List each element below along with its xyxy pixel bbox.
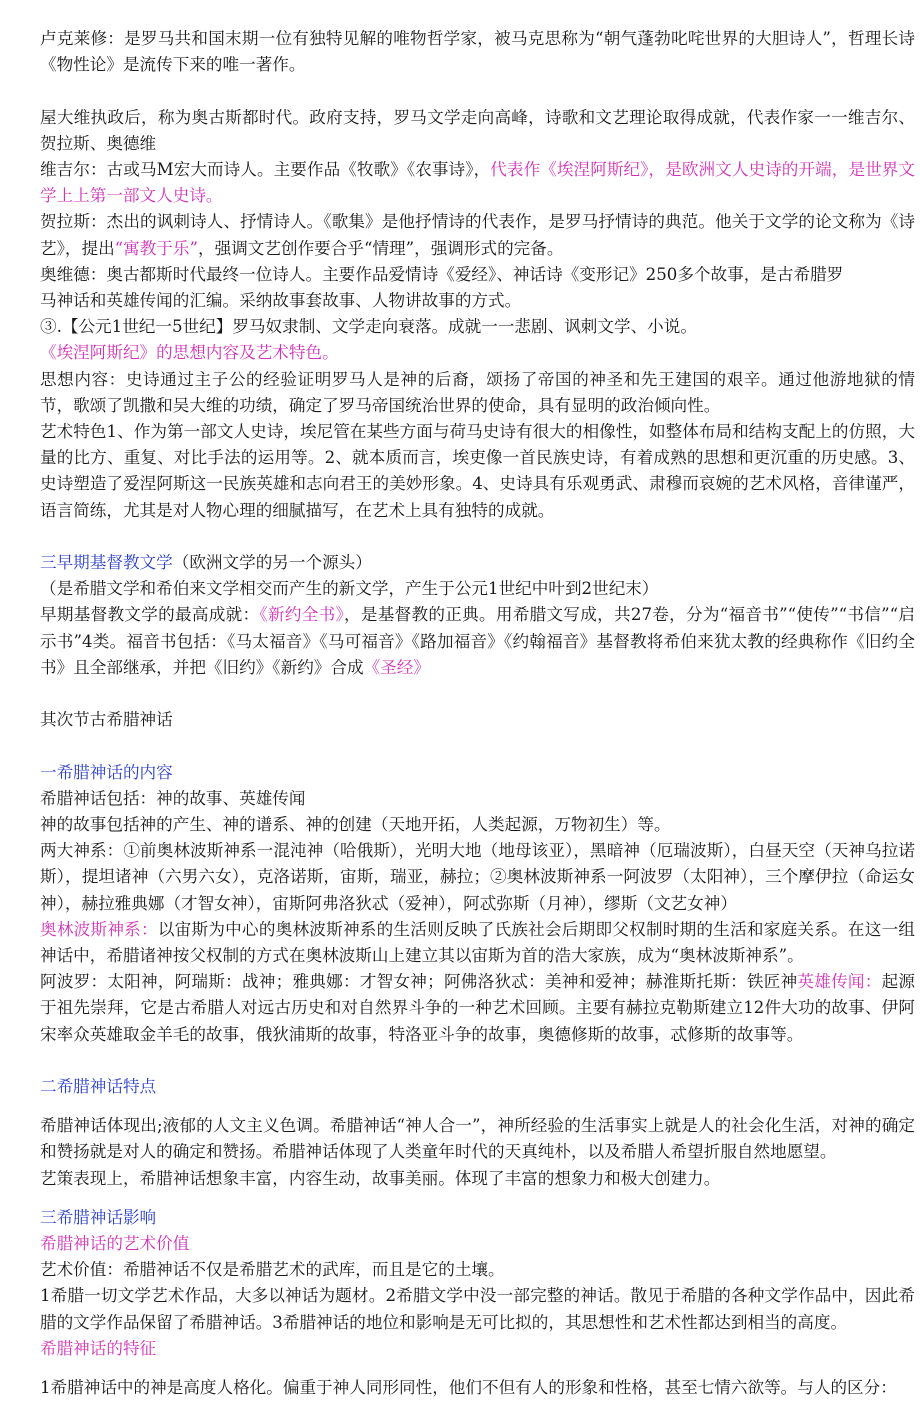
christian-text-c: ，是基督教的正典。用希腊文写成，共27卷，分为“福音书”“使传”“书信”“启示书”4类。福音书包括：《马太福音》《马可福音》《路加福音》《约翰福音》基督教将希伯来犹太教的经典称作《旧约全书》且全部继承，并把《旧约》《新约》合成 [40, 605, 916, 677]
heading-myth-content: 一希腊神话的内容 [40, 762, 173, 782]
horace-highlight: “寓教于乐” [114, 238, 199, 258]
subheading-art-value: 希腊神话的艺术价值 [40, 1234, 190, 1254]
heading-myth-features: 二希腊神话特点 [40, 1077, 157, 1097]
paragraph-lucretius: 卢克莱修：是罗马共和国末期一位有独特见解的唯物哲学家，被马克思称为“朝气蓬勃叱咤世界的大胆诗人”，哲理长诗《物性论》是流传下来的唯一著作。 [40, 29, 915, 75]
heading-aeneid: 《埃涅阿斯纪》的思想内容及艺术特色。 [40, 343, 339, 363]
christian-heading-main: 三早期基督教文学 [40, 553, 173, 573]
paragraph-influence-l2: 1希腊一切文学艺术作品，大多以神话为题材。2希腊文学中没一部完整的神话。散见于希腊的各种文学作品中，因此希腊的文学作品保留了希腊神话。3希腊神话的地位和影响是无可比拟的，其思想性和艺术性都达到相当的高度。 [40, 1286, 915, 1332]
olympian-highlight: 奥林波斯神系： [40, 919, 158, 939]
paragraph-features-l1: 希腊神话体现出;液郁的人文主义色调。希腊神话“神人合一”，神所经验的生活事实上就是人的社会化生活，对神的确定和赞扬就是对人的确定和赞扬。希腊神话体现了人类童年时代的天真纯朴，以及希腊人希望折服自然地愿望。 [40, 1116, 915, 1162]
paragraph-augustan-intro: 屋大维执政后，称为奥古斯都时代。政府支持，罗马文学走向高峰，诗歌和文艺理论取得成就，代表作家一一维吉尔、贺拉斯、奥德维 [40, 107, 915, 153]
virgil-text: 维吉尔：古或马M宏大而诗人。主要作品《牧歌》《农事诗》， [40, 160, 491, 179]
paragraph-features-l2: 艺策表现上，希腊神话想象丰富，内容生动，故事美丽。体现了丰富的想象力和极大创建力。 [40, 1168, 721, 1188]
heading-myth-influence: 三希腊神话影响 [40, 1207, 157, 1227]
paragraph-apollo-heroes [40, 969, 915, 1048]
section-title-greek-myth: 其次节古希腊神话 [40, 710, 173, 730]
new-testament-highlight: 《新约全书》 [259, 605, 345, 625]
paragraph-ovid-1: 奥维德：奥古都斯时代最终一位诗人。主要作品爱情诗《爱经》、神话诗《变形记》250多个故事，是古希腊罗 [40, 264, 844, 284]
paragraph-christian-body [40, 602, 915, 681]
paragraph-period3: ③.【公元1世纪一5世纪】罗马奴隶制、文学走向衰落。成就一一悲剧、讽刺文学、小说。 [40, 317, 697, 337]
paragraph-christian-note: （是希腊文学和希伯来文学相交而产生的新文学，产生于公元1世纪中叶到2世纪末） [40, 579, 659, 599]
paragraph-aeneid-thought: 思想内容：史诗通过主子公的经验证明罗马人是神的后裔，颂扬了帝国的神圣和先王建国的艰辛。通过他游地狱的情节，歌颂了凯撒和吴大维的功绩，确定了罗马帝国统治世界的使命，具有显明的政治倾向性。 [40, 369, 915, 415]
bible-highlight: 《圣经》 [363, 657, 430, 677]
subheading-features: 希腊神话的特征 [40, 1338, 157, 1358]
paragraph-influence-l1: 艺术价值：希腊神话不仅是希腊艺术的武库，而且是它的土壤。 [40, 1260, 505, 1280]
paragraph-ovid-2: 马神话和英雄传闻的汇编。采纳故事套故事、人物讲故事的方式。 [40, 291, 522, 311]
heroes-highlight: 英雄传闻： [797, 972, 882, 992]
paragraph-olympian [40, 917, 915, 969]
olympian-text: 以宙斯为中心的奥林波斯神系的生活则反映了氏族社会后期即父权制时期的生活和家庭关系。在这一组神话中，希腊诸神按父权制的方式在奥林波斯山上建立其以宙斯为首的浩大家族，成为“奥林波斯神系”。 [40, 919, 916, 966]
paragraph-myth-l3: 两大神系：①前奥林波斯神系一混沌神（哈俄斯），光明大地（地母该亚），黑暗神（厄瑞波斯），白昼天空（天神乌拉诺斯），提坦诸神（六男六女），克洛诺斯，宙斯，瑞亚，赫拉；②奥林波斯神系一阿波罗（太阳神），三个摩伊拉（命运女神），赫拉雅典娜（才智女神），宙斯阿弗洛狄忒（爱神），阿忒弥斯（月神），缪斯（文艺女神） [40, 841, 915, 913]
christian-heading-note: （欧洲文学的另一个源头） [172, 553, 372, 573]
horace-text-c: ，强调文艺创作要合乎“情理”，强调形式的完备。 [198, 238, 564, 258]
document-body [40, 0, 915, 1401]
virgil-highlight: 代表作《埃涅阿斯纪》，是欧洲文人史诗的开端，是世界文学上上第一部文人史诗。 [40, 160, 916, 206]
heroes-text: 起源于祖先崇拜，它是古希腊人对远古历史和对自然界斗争的一种艺术回顾。主要有赫拉克勒斯建立12件大功的故事、伊阿宋率众英雄取金羊毛的故事，俄狄浦斯的故事，特洛亚斗争的故事，奥德修斯的故事，忒修斯的故事等。 [40, 972, 916, 1044]
gods-list-text: 阿波罗：太阳神，阿瑞斯：战神；雅典娜：才智女神；阿佛洛狄忒：美神和爱神；赫淮斯托斯：铁匠神 [40, 972, 798, 992]
paragraph-influence-l3: 1希腊神话中的神是高度人格化。偏重于神人同形同性，他们不但有人的形象和性格，甚至七情六欲等。与人的区分： [40, 1378, 897, 1398]
paragraph-virgil [40, 157, 915, 209]
paragraph-aeneid-art: 艺术特色1、作为第一部文人史诗，埃尼管在某些方面与荷马史诗有很大的相像性，如整体布局和结构支配上的仿照，大量的比方、重复、对比手法的运用等。2、就本质而言，埃吏像一首民族史诗，有着成熟的思想和更沉重的历史感。3、史诗塑造了爱涅阿斯这一民族英雄和志向君王的美妙形象。4、史诗具有乐观勇武、肃穆而哀婉的艺术风格，音律谨严，语言简练，尤其是对人物心理的细腻描写，在艺术上具有独特的成就。 [40, 422, 915, 520]
paragraph-horace [40, 209, 915, 261]
horace-text-a: 贺拉斯：杰出的讽刺诗人、抒情诗人。《歌集》是他抒情诗的代表作，是罗马抒情诗的典范。他关于文学的论文称为《诗艺》，提出 [40, 212, 915, 258]
paragraph-myth-l2: 神的故事包括神的产生、神的谱系、神的创建（天地开拓，人类起源，万物初生）等。 [40, 815, 671, 835]
christian-text-a: 早期基督教文学的最高成就： [40, 605, 260, 625]
paragraph-myth-l1: 希腊神话包括：神的故事、英雄传闻 [40, 788, 306, 808]
heading-christian [40, 550, 915, 576]
